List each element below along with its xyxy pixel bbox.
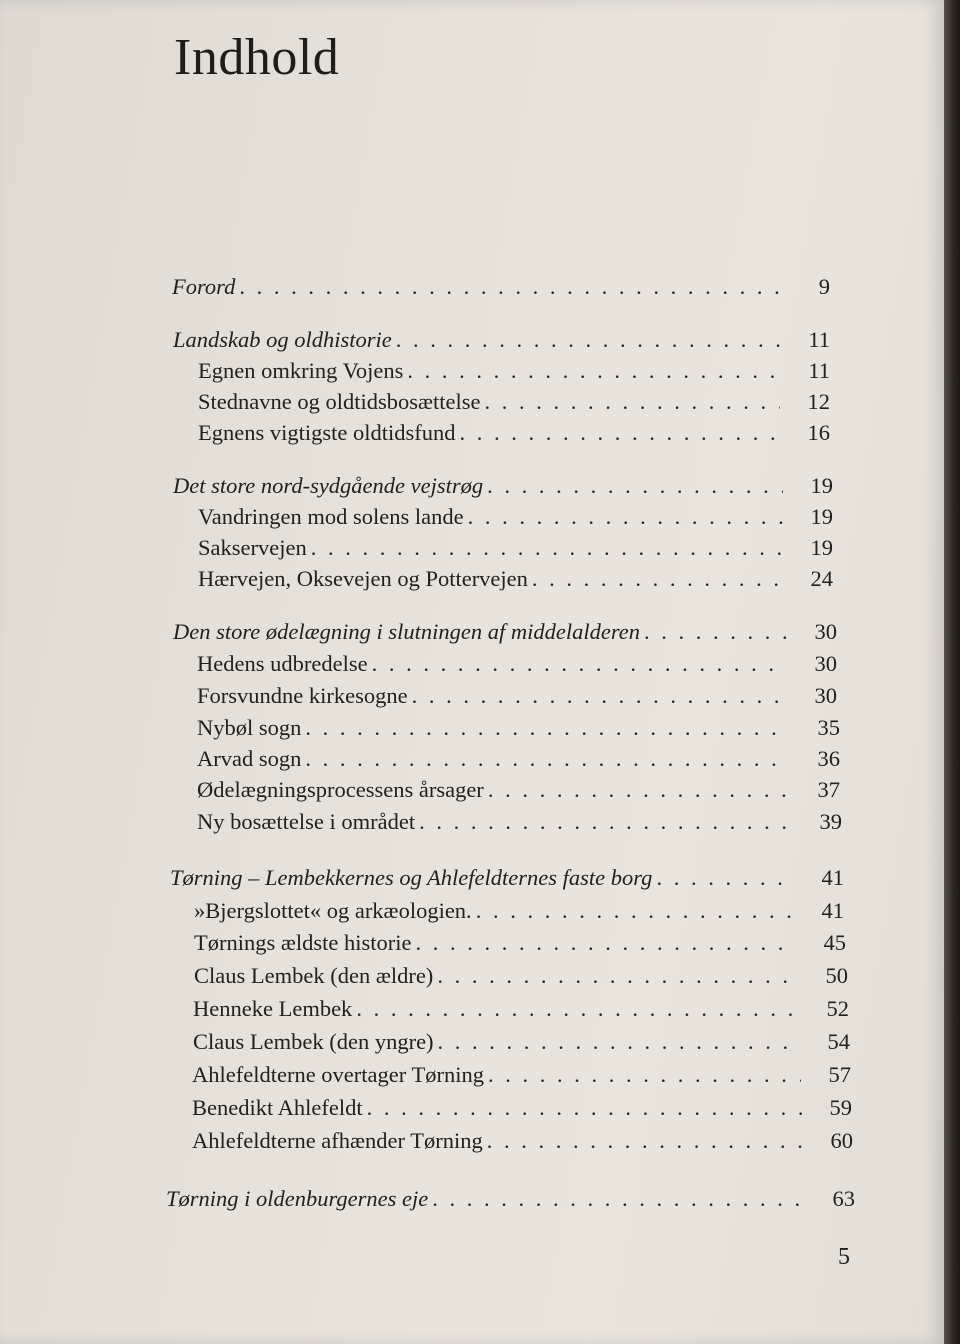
toc-entry-section (197, 744, 840, 774)
toc-entry-title: Hærvejen, Oksevejen og Pottervejen (198, 566, 528, 591)
dot-leader (644, 617, 787, 647)
toc-entry-title: Ahlefeldterne afhænder Tørning (192, 1128, 483, 1153)
toc-page-number: 12 (807, 389, 830, 414)
dot-leader (372, 649, 787, 679)
toc-entry-title: Vandringen mod solens lande (198, 504, 464, 529)
dot-leader (488, 775, 790, 805)
toc-entry-section (197, 713, 840, 743)
toc-entry-section (192, 1093, 852, 1123)
toc-page-number: 39 (819, 809, 842, 834)
toc-entry-title: Forsvundne kirkesogne (197, 683, 408, 708)
dot-leader (356, 994, 799, 1024)
dot-leader (460, 418, 781, 448)
toc-entry-title: Henneke Lembek (193, 996, 353, 1021)
toc-entry-title: Egnen omkring Vojens (198, 358, 404, 383)
page-number-footer: 5 (838, 1244, 850, 1270)
toc-entry-title: Hedens udbredelse (197, 651, 368, 676)
toc-page-number: 11 (808, 358, 830, 383)
toc-entry-section (198, 533, 833, 563)
toc-entry-chapter (166, 1184, 855, 1214)
toc-page-number: 41 (821, 865, 844, 890)
dot-leader (476, 896, 794, 926)
toc-entry-title: Claus Lembek (den yngre) (193, 1029, 434, 1054)
toc-page-number: 36 (817, 746, 840, 771)
toc-page-number: 50 (825, 963, 848, 988)
toc-entry-section (194, 928, 846, 958)
toc-entry-title: Nybøl sogn (197, 715, 302, 740)
toc-entry-title: Tørning i oldenburgernes eje (166, 1186, 429, 1211)
toc-page-number: 11 (808, 327, 830, 352)
toc-entry-title: Egnens vigtigste oldtidsfund (198, 420, 456, 445)
toc-page-number: 57 (828, 1062, 851, 1087)
toc-entry-section (198, 502, 833, 532)
toc-entry-section (198, 418, 830, 448)
toc-page-number: 24 (810, 566, 833, 591)
toc-entry-title: Tørnings ældste historie (194, 930, 412, 955)
dot-leader (239, 272, 780, 302)
dot-leader (432, 1184, 805, 1214)
dot-leader (532, 564, 783, 594)
toc-entry-chapter (173, 471, 833, 501)
dot-leader (305, 713, 790, 743)
page-title: Indhold (174, 29, 340, 86)
toc-entry-section (194, 896, 844, 926)
dot-leader (367, 1093, 802, 1123)
toc-entry-section (197, 775, 840, 805)
dot-leader (468, 502, 783, 532)
toc-page-number: 45 (823, 930, 846, 955)
toc-entry-section (192, 1060, 851, 1090)
dot-leader (437, 961, 798, 991)
toc-entry-section (193, 1027, 850, 1057)
toc-entry-section (194, 961, 848, 991)
toc-entry-title: Claus Lembek (den ældre) (194, 963, 434, 988)
toc-page-number: 9 (818, 274, 830, 299)
toc-entry-title: Ny bosættelse i området (197, 809, 416, 834)
toc-page-number: 19 (810, 504, 833, 529)
dot-leader (656, 863, 794, 893)
toc-page-number: 41 (821, 898, 844, 923)
toc-entry-title: Ahlefeldterne overtager Tørning (192, 1062, 484, 1087)
toc-page-number: 52 (826, 996, 849, 1021)
toc-page-number: 30 (814, 683, 837, 708)
toc-entry-chapter (172, 272, 830, 302)
toc-page-number: 63 (832, 1186, 855, 1211)
dot-leader (407, 356, 780, 386)
toc-page-number: 37 (817, 777, 840, 802)
dot-leader (412, 681, 787, 711)
dot-leader (487, 471, 783, 501)
dot-leader (488, 1060, 801, 1090)
toc-entry-chapter (173, 617, 837, 647)
toc-entry-section (197, 649, 837, 679)
toc-entry-title: Stednavne og oldtidsbosættelse (198, 389, 481, 414)
dot-leader (419, 807, 792, 837)
toc-page-number: 16 (807, 420, 830, 445)
toc-entry-chapter (170, 863, 844, 893)
toc-entry-section (197, 807, 842, 837)
toc-entry-title: Det store nord-sydgående vejstrøg (173, 473, 484, 498)
toc-entry-title: Den store ødelægning i slutningen af middelalderen (173, 619, 641, 644)
toc-entry-title: Sakservejen (198, 535, 307, 560)
dot-leader (416, 928, 797, 958)
toc-page-number: 30 (814, 651, 837, 676)
dot-leader (396, 325, 780, 355)
toc-entry-title: Ødelægningsprocessens årsager (197, 777, 484, 802)
dot-leader (438, 1027, 800, 1057)
toc-entry-title: Landskab og oldhistorie (173, 327, 392, 352)
book-edge-shadow (944, 0, 960, 1344)
toc-page-number: 35 (817, 715, 840, 740)
toc-entry-title: Benedikt Ahlefeldt (192, 1095, 363, 1120)
dot-leader (487, 1126, 803, 1156)
toc-entry-section (198, 564, 833, 594)
toc-page-number: 30 (814, 619, 837, 644)
toc-page-number: 59 (829, 1095, 852, 1120)
toc-entry-title: Arvad sogn (197, 746, 302, 771)
toc-page-number: 19 (810, 535, 833, 560)
dot-leader (305, 744, 790, 774)
toc-entry-section (193, 994, 849, 1024)
toc-page-number: 54 (827, 1029, 850, 1054)
toc-entry-section (192, 1126, 853, 1156)
toc-page-number: 60 (830, 1128, 853, 1153)
toc-entry-title: Tørning – Lembekkernes og Ahlefeldternes faste borg (170, 865, 653, 890)
toc-entry-section (197, 681, 837, 711)
toc-entry-section (198, 356, 830, 386)
toc-page-number: 19 (810, 473, 833, 498)
toc-entry-title: Forord (172, 274, 236, 299)
toc-entry-chapter (173, 325, 830, 355)
toc-entry-title: »Bjergslottet« og arkæologien. (194, 898, 472, 923)
dot-leader (484, 387, 780, 417)
toc-entry-section (198, 387, 830, 417)
dot-leader (311, 533, 783, 563)
